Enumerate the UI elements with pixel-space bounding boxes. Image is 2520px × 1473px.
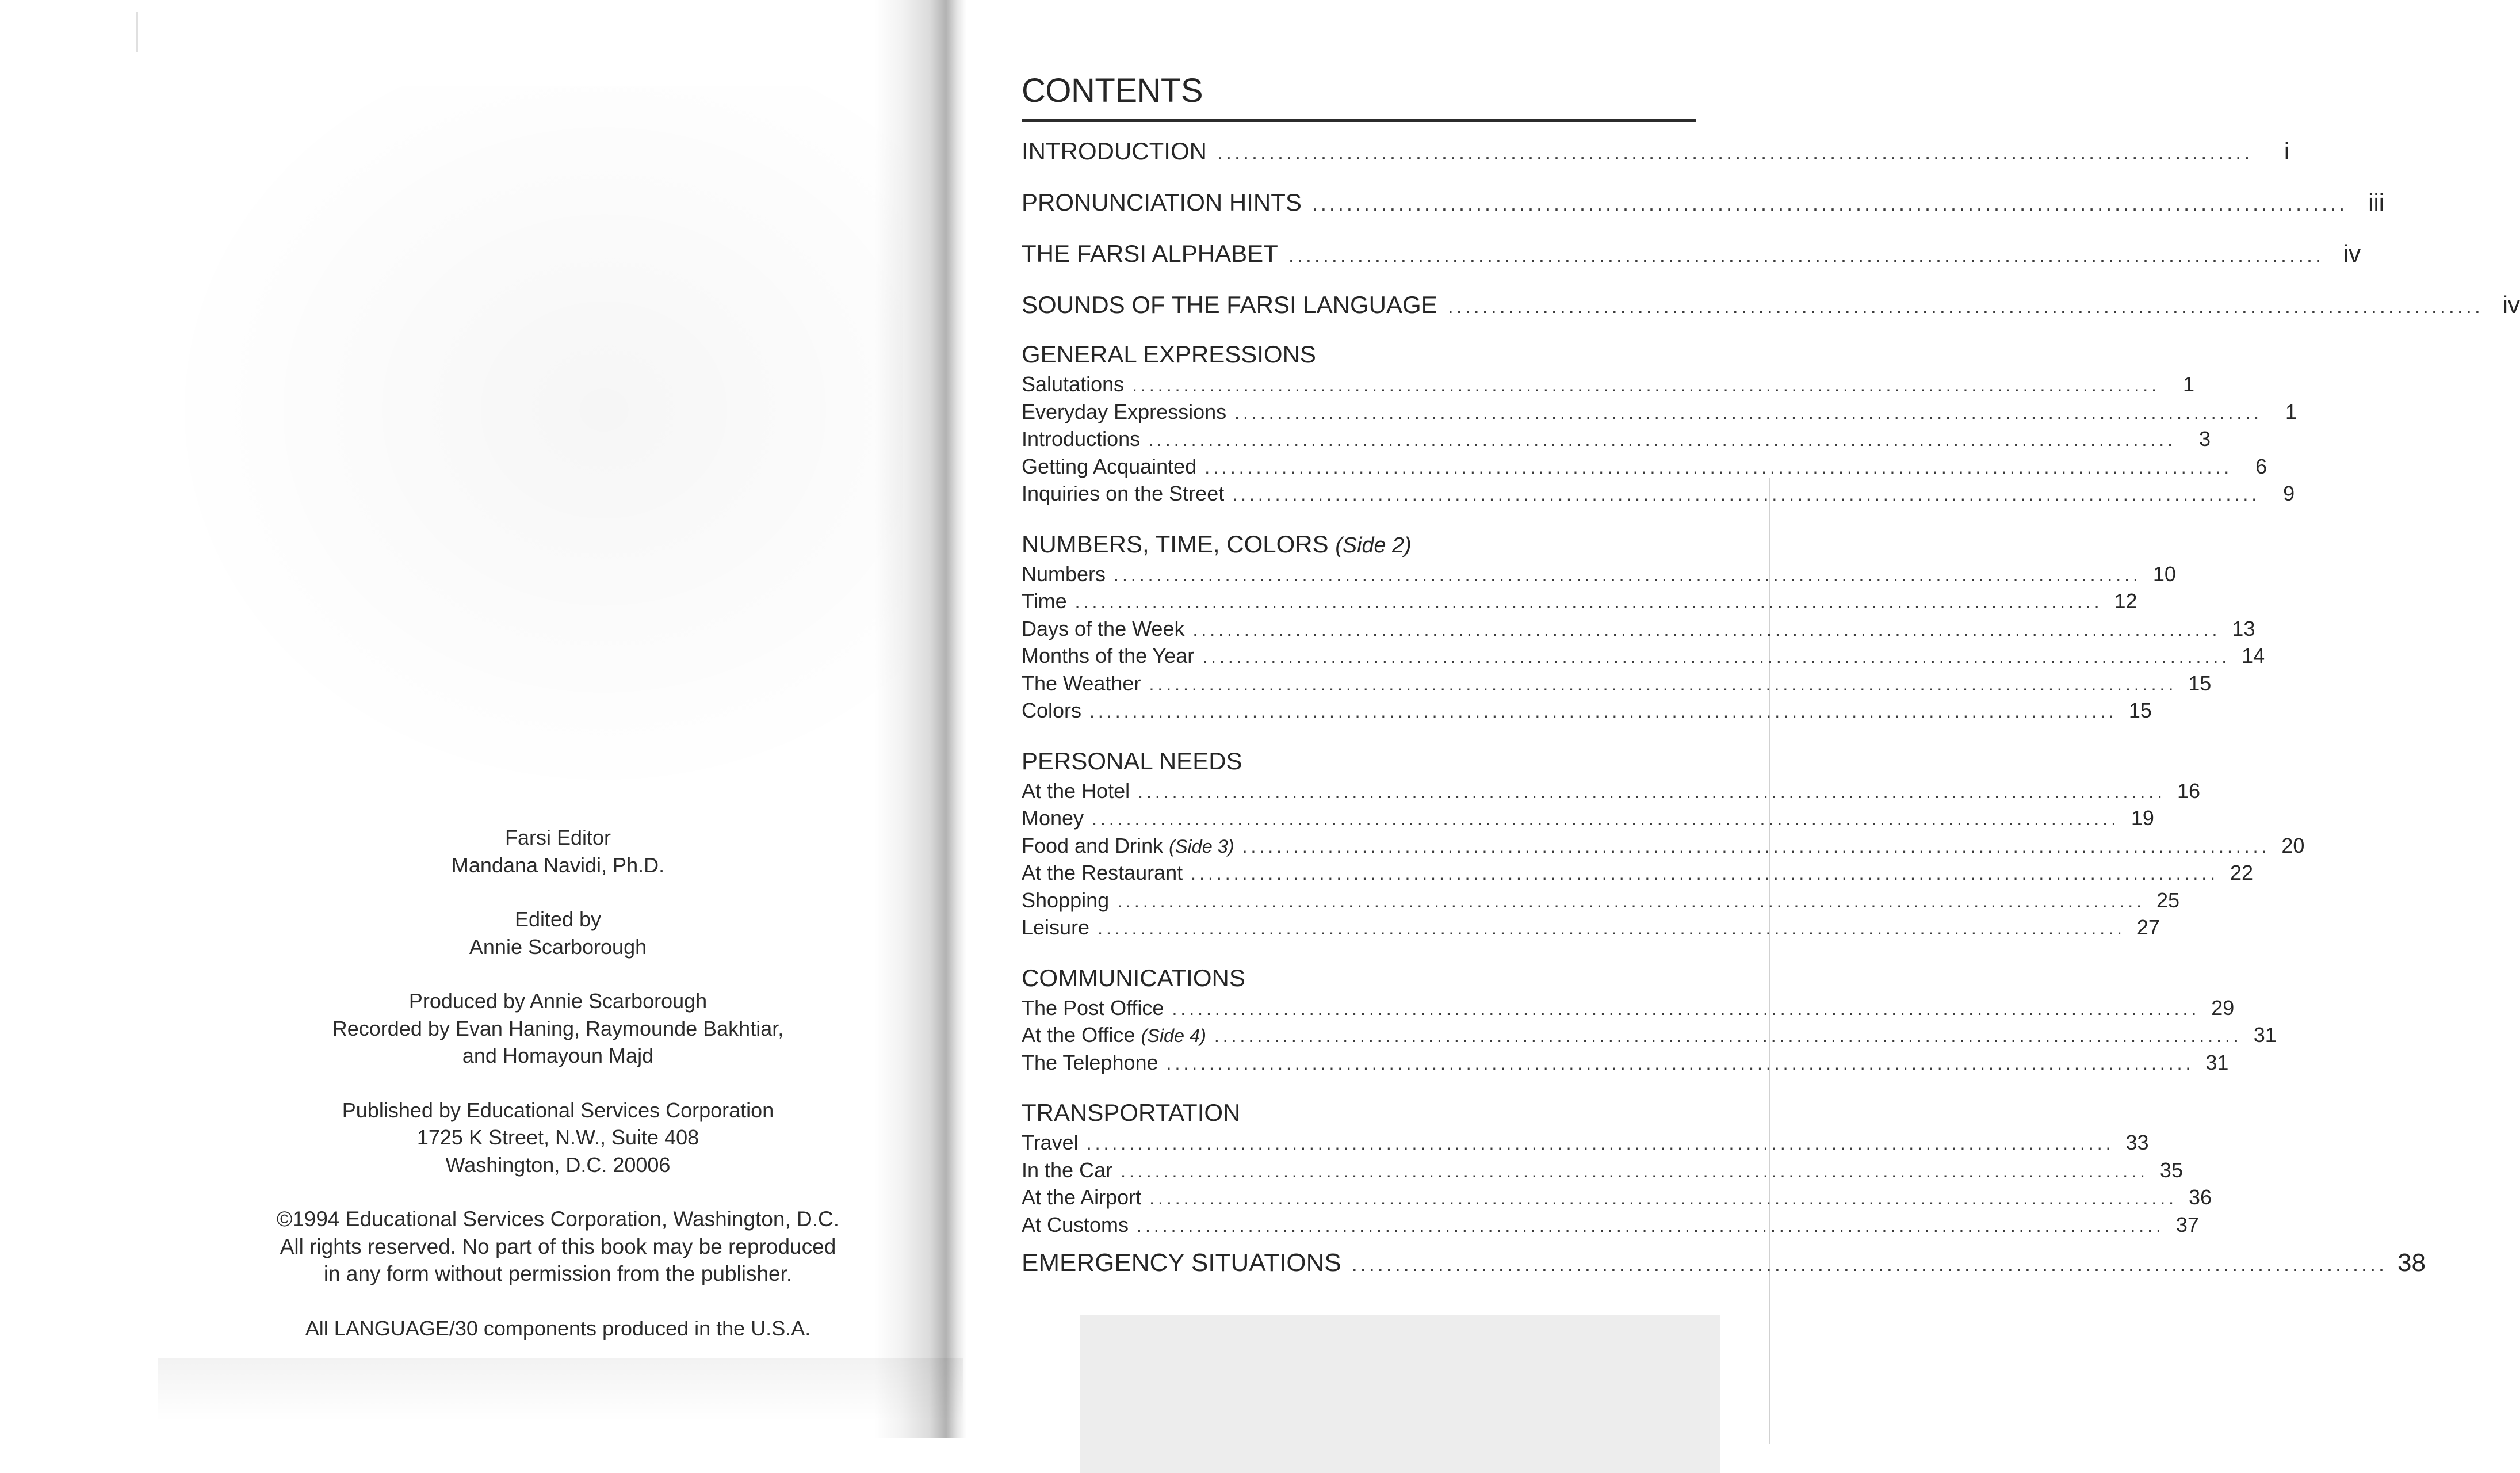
- toc-item: [1022, 832, 2305, 860]
- toc-item-label: Travel: [1022, 1131, 1079, 1154]
- farsi-editor-credit: [270, 824, 846, 879]
- editor-credit: [270, 906, 846, 960]
- toc-item-label: Money: [1022, 806, 1084, 830]
- toc-entry-page: iv: [2502, 291, 2520, 318]
- toc-item-label: Numbers: [1022, 562, 1106, 586]
- copyright-line-3: in any form without permission from the publisher.: [323, 1262, 793, 1285]
- toc-item: [1022, 398, 2297, 426]
- toc-item-label: Salutations: [1022, 372, 1125, 396]
- copyright-line-1: ©1994 Educational Services Corporation, Washington, D.C.: [276, 1207, 840, 1231]
- toc-item-page: 31: [2253, 1023, 2277, 1047]
- toc-item-label: At the Airport: [1022, 1185, 1142, 1209]
- toc-item-page: 36: [2188, 1185, 2212, 1209]
- section-heading: [1022, 1097, 1696, 1129]
- toc-item-page: 12: [2114, 589, 2137, 613]
- dot-leader: ........................................................................................................................: [1204, 456, 2233, 478]
- credits-block: [270, 824, 846, 1369]
- toc-final-entry: [1022, 1243, 2426, 1283]
- toc-item: [1022, 453, 2267, 480]
- copyright-notice: [270, 1205, 846, 1288]
- dot-leader: ........................................................................................................................: [1214, 1025, 2242, 1046]
- toc-item-page: 33: [2125, 1131, 2149, 1154]
- toc-section: [1022, 962, 2277, 1095]
- section-heading: [1022, 745, 1696, 777]
- toc-item-label: Time: [1022, 589, 1067, 613]
- section-side-note: (Side 2): [1335, 533, 1412, 558]
- toc-item-page: 14: [2242, 644, 2265, 667]
- toc-item: [1022, 777, 2200, 805]
- scan-edge-mark: [136, 12, 138, 52]
- toc-section: [1022, 528, 2265, 743]
- toc-section: [1022, 745, 2305, 960]
- title-rule: [1022, 119, 1696, 122]
- toc-item-label: Shopping: [1022, 888, 1110, 912]
- toc-item-label: Leisure: [1022, 915, 1090, 939]
- dot-leader: ........................................................................................................................: [1137, 1215, 2165, 1236]
- farsi-editor-label: Farsi Editor: [504, 826, 611, 849]
- toc-item-label: At the Hotel: [1022, 779, 1130, 803]
- publisher-credit: [270, 1097, 846, 1179]
- section-heading-text: NUMBERS, TIME, COLORS: [1022, 530, 1329, 558]
- copyright-line-2: All rights reserved. No part of this book may be reproduced: [280, 1234, 836, 1258]
- dot-leader: ........................................................................................................................: [1311, 192, 2348, 215]
- toc-item-page: 3: [2198, 427, 2211, 451]
- toc-item: [1022, 670, 2212, 697]
- toc-item-page: 10: [2152, 562, 2176, 586]
- toc-entry: [1022, 285, 2520, 336]
- dot-leader: ........................................................................................................................: [1132, 375, 2160, 395]
- dot-leader: ........................................................................................................................: [1149, 1188, 2177, 1208]
- toc-entry-page: iv: [2343, 240, 2361, 267]
- toc-item-page: 13: [2232, 616, 2255, 640]
- toc-item-label: Months of the Year: [1022, 644, 1195, 667]
- production-note-text: All LANGUAGE/30 components produced in the U.S.A.: [305, 1316, 811, 1340]
- toc-item-page: 1: [2285, 399, 2297, 423]
- toc-item-label: Introductions: [1022, 427, 1141, 451]
- toc-entry-page: i: [2284, 138, 2290, 165]
- recorded-by-line-1: Recorded by Evan Haning, Raymounde Bakhtiar,: [332, 1016, 784, 1040]
- toc-entry-label: PRONUNCIATION HINTS: [1022, 189, 1302, 216]
- toc-section: [1022, 1097, 2212, 1238]
- toc-item-label-text: At the Office: [1022, 1023, 1135, 1047]
- toc-item: [1022, 642, 2265, 670]
- toc-item-page: 15: [2128, 699, 2152, 722]
- farsi-editor-name: Mandana Navidi, Ph.D.: [451, 853, 665, 877]
- toc-item-label: The Weather: [1022, 671, 1141, 695]
- toc-item: [1022, 804, 2154, 832]
- toc-item-page: 15: [2188, 671, 2212, 695]
- dot-leader: ........................................................................................................................: [1148, 429, 2176, 450]
- toc-item-page: 37: [2175, 1212, 2199, 1237]
- scan-grey-patch: [1080, 1315, 1720, 1473]
- toc-item-page: 9: [2283, 482, 2295, 505]
- production-note: [270, 1315, 846, 1342]
- toc-entry-label: THE FARSI ALPHABET: [1022, 240, 1278, 267]
- dot-leader: ........................................................................................................................: [1288, 243, 2324, 266]
- dot-leader: ........................................................................................................................: [1086, 1133, 2114, 1154]
- dot-leader: ........................................................................................................................: [1138, 781, 2166, 802]
- toc-item-label: The Telephone: [1022, 1050, 1158, 1074]
- dot-leader: ........................................................................................................................: [1098, 918, 2125, 938]
- toc-item: [1022, 615, 2255, 643]
- toc-section: [1022, 338, 2297, 526]
- toc-item-page: 29: [2211, 995, 2235, 1020]
- section-heading: [1022, 962, 1696, 994]
- section-heading-text: TRANSPORTATION: [1022, 1099, 1241, 1126]
- contents-title: CONTENTS: [1022, 72, 1203, 109]
- section-heading: [1022, 528, 1696, 560]
- toc-item-label: The Post Office: [1022, 995, 1164, 1020]
- section-heading: [1022, 338, 1696, 371]
- dot-leader: ........................................................................................................................: [1447, 294, 2483, 318]
- dot-leader: ........................................................................................................................: [1092, 808, 2120, 829]
- dot-leader: ........................................................................................................................: [1172, 998, 2200, 1019]
- toc-item: [1022, 371, 2194, 398]
- dot-leader: ........................................................................................................................: [1117, 890, 2146, 911]
- edited-by-label: Edited by: [514, 907, 602, 931]
- toc-item-side-note: (Side 3): [1169, 835, 1234, 857]
- toc-item: [1022, 1021, 2277, 1049]
- toc-item-page: 25: [2156, 888, 2180, 912]
- toc-item-page: 27: [2136, 915, 2160, 939]
- toc-entry-label: EMERGENCY SITUATIONS: [1022, 1249, 1341, 1277]
- toc-item-label: At the Restaurant: [1022, 861, 1183, 884]
- section-heading-text: COMMUNICATIONS: [1022, 964, 1245, 991]
- dot-leader: ........................................................................................................................: [1074, 592, 2103, 612]
- toc-item-page: 19: [2131, 806, 2154, 830]
- address-line-2: Washington, D.C. 20006: [445, 1153, 671, 1177]
- toc-item: [1022, 887, 2180, 914]
- toc-item-label: Days of the Week: [1022, 616, 1185, 640]
- toc-item-page: 31: [2205, 1050, 2229, 1074]
- toc-entry-label: SOUNDS OF THE FARSI LANGUAGE: [1022, 291, 1437, 318]
- toc-item-label: In the Car: [1022, 1158, 1113, 1182]
- section-heading-text: PERSONAL NEEDS: [1022, 747, 1242, 774]
- toc-item-page: 20: [2281, 833, 2305, 857]
- toc-item: [1022, 480, 2295, 507]
- dot-leader: ........................................................................................................................: [1149, 673, 2177, 694]
- toc-item: [1022, 425, 2211, 453]
- toc-item: [1022, 560, 2176, 588]
- toc-item: [1022, 697, 2152, 724]
- toc-entry: [1022, 131, 2290, 182]
- dot-leader: ........................................................................................................................: [1192, 619, 2221, 640]
- toc-item-label: Colors: [1022, 699, 1082, 722]
- dot-leader: ........................................................................................................................: [1232, 484, 2261, 505]
- dot-leader: ........................................................................................................................: [1242, 835, 2270, 857]
- table-of-contents: [1022, 69, 2520, 1283]
- toc-entry-label: INTRODUCTION: [1022, 138, 1207, 165]
- produced-by: Produced by Annie Scarborough: [408, 989, 708, 1013]
- toc-item-label: Everyday Expressions: [1022, 399, 1227, 423]
- dot-leader: ........................................................................................................................: [1166, 1052, 2194, 1074]
- toc-item-label: [1022, 832, 1234, 861]
- toc-item-label: [1022, 1021, 1206, 1050]
- toc-item-page: 16: [2177, 779, 2200, 803]
- dot-leader: ........................................................................................................................: [1121, 1160, 2148, 1181]
- dot-leader: ........................................................................................................................: [1089, 701, 2117, 722]
- toc-entry-page: iii: [2368, 189, 2385, 216]
- edited-by-name: Annie Scarborough: [469, 934, 647, 959]
- toc-item: [1022, 1157, 2183, 1184]
- toc-item-side-note: (Side 4): [1141, 1025, 1206, 1046]
- toc-item-page: 6: [2255, 454, 2267, 478]
- dot-leader: ........................................................................................................................: [1191, 863, 2219, 884]
- toc-item-label: Inquiries on the Street: [1022, 482, 1225, 505]
- dot-leader: ........................................................................................................................: [1114, 564, 2142, 585]
- toc-item: [1022, 1184, 2212, 1211]
- section-heading-text: GENERAL EXPRESSIONS: [1022, 341, 1316, 368]
- toc-entry: [1022, 234, 2361, 285]
- toc-item-label-text: Food and Drink: [1022, 833, 1164, 857]
- book-spine-shadow: [874, 0, 966, 1438]
- production-credit: [270, 987, 846, 1070]
- toc-entry-page: 38: [2397, 1249, 2426, 1277]
- toc-item: [1022, 1211, 2199, 1239]
- toc-item-label: At Customs: [1022, 1212, 1129, 1237]
- toc-item: [1022, 1049, 2229, 1077]
- toc-item: [1022, 914, 2160, 941]
- toc-item-page: 22: [2230, 861, 2254, 884]
- toc-item: [1022, 994, 2235, 1022]
- toc-item: [1022, 859, 2254, 887]
- dot-leader: ........................................................................................................................: [1217, 140, 2253, 164]
- dot-leader: ........................................................................................................................: [1351, 1252, 2388, 1276]
- toc-item: [1022, 1129, 2149, 1157]
- dot-leader: ........................................................................................................................: [1202, 646, 2231, 667]
- address-line-1: 1725 K Street, N.W., Suite 408: [416, 1125, 699, 1149]
- toc-entry: [1022, 182, 2385, 234]
- dot-leader: ........................................................................................................................: [1234, 402, 2263, 423]
- toc-item: [1022, 587, 2137, 615]
- bleed-through-shadow: [155, 86, 903, 806]
- recorded-by-line-2: and Homayoun Majd: [462, 1044, 654, 1067]
- toc-item-page: 1: [2182, 372, 2194, 396]
- toc-item-label: Getting Acquainted: [1022, 454, 1197, 478]
- toc-item-page: 35: [2159, 1158, 2183, 1182]
- published-by: Published by Educational Services Corporation: [342, 1098, 774, 1122]
